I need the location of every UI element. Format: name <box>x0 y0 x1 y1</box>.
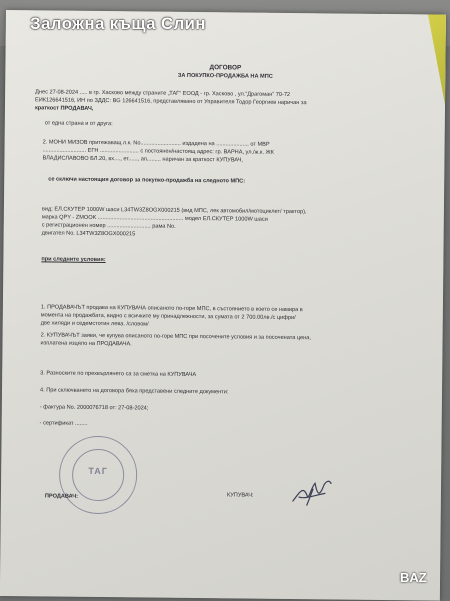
doc-line: момента на продажбата, видно с всичките му принадлежности, за сумата от 2 700.00лв./с цифри/ <box>40 312 296 322</box>
doc-line: марка QPY - ZMOOK ....................................................... модел ЕЛ.СКУТЕР 1000W шаси <box>41 214 268 223</box>
company-stamp <box>59 436 138 515</box>
doc-line: 2. КУПУВАЧЪТ заяви, че купува описаното по-горе МПС при посочените условия и за посочената цена, <box>40 332 311 342</box>
seller-label: ПРОДАВАЧ: <box>44 493 79 500</box>
site-logo <box>392 568 446 590</box>
doc-line: 4. При сключването на договора бяха представени следните документи: <box>39 387 229 396</box>
buyer-label: КУПУВАЧ: <box>226 492 254 499</box>
doc-line: 1. ПРОДАВАЧЪТ продава на КУПУВАЧА описаното по-горе МПС, в състоянието в което се намира в <box>40 304 303 314</box>
doc-subtitle: ЗА ПОКУПКО-ПРОДАЖБА НА МПС <box>177 72 273 80</box>
site-logo-text: BAZ <box>400 570 427 585</box>
doc-line: изплатена изцяло на ПРОДАВАЧА. <box>40 340 132 348</box>
buyer-signature <box>289 475 335 509</box>
doc-title: ДОГОВОР <box>209 64 242 72</box>
doc-line: 2. МОНИ МИЗОВ притежаващ л.к. No.......................... издадена на ..................... от МВР <box>42 139 270 148</box>
doc-line: двигател No. L34TW3Z8OGX000215 <box>41 230 136 238</box>
doc-line: от една страна и от друга: <box>44 120 113 128</box>
doc-line: Днес 27-08-2024 ..... в гр. Хасково между страните „ТАГ“ ЕООД - гр. Хасково , ул.“Драгоман“ 70-72 <box>35 89 291 98</box>
doc-line: вид: ЕЛ.СКУТЕР 1000W шаси L34TW3Z8OGX000215 (вид МПС, лек автомобил/мотоциклет/ трактор), <box>41 206 307 216</box>
doc-line: при следните условия: <box>41 256 106 264</box>
doc-line: ВЛАДИСЛАВОВО БЛ.20, вх...., ет......, ап......... наричан за краткост КУПУВАЧ, <box>42 155 243 164</box>
stamp-text: ТАГ <box>88 465 108 477</box>
doc-line: - фактура No. 2000076718 от: 27-08-2024; <box>39 404 149 412</box>
doc-line: краткост ПРОДАВАЧ, <box>34 105 94 112</box>
doc-line: с регистрационен номер ............................ рама No. <box>41 222 176 230</box>
yellow-paper-edge <box>415 14 446 104</box>
doc-line: - сертификат ........ <box>39 420 88 427</box>
doc-line: ЕИК126641516, ИН по ЗДДС: BG 126641516, представлявано от Управителя Тодор Георгиев наричан за <box>35 97 307 107</box>
contract-document <box>0 10 446 601</box>
watermark-text: Заложна къща Слин <box>30 14 206 33</box>
doc-line: ............................ ЕГН ......................... с постоянен/настоящ адрес: гр. ВАРНА, ул./ж.к. ЖК <box>42 147 274 156</box>
doc-line: 3. Разноските по прехвърлянето са за сметка на КУПУВАЧА <box>40 370 197 379</box>
doc-line: се сключи настоящия договор за покупко-продажба на следното МПС: <box>48 176 246 185</box>
doc-line: две хиляди и седемстотин лева. /словом/ <box>40 320 149 328</box>
